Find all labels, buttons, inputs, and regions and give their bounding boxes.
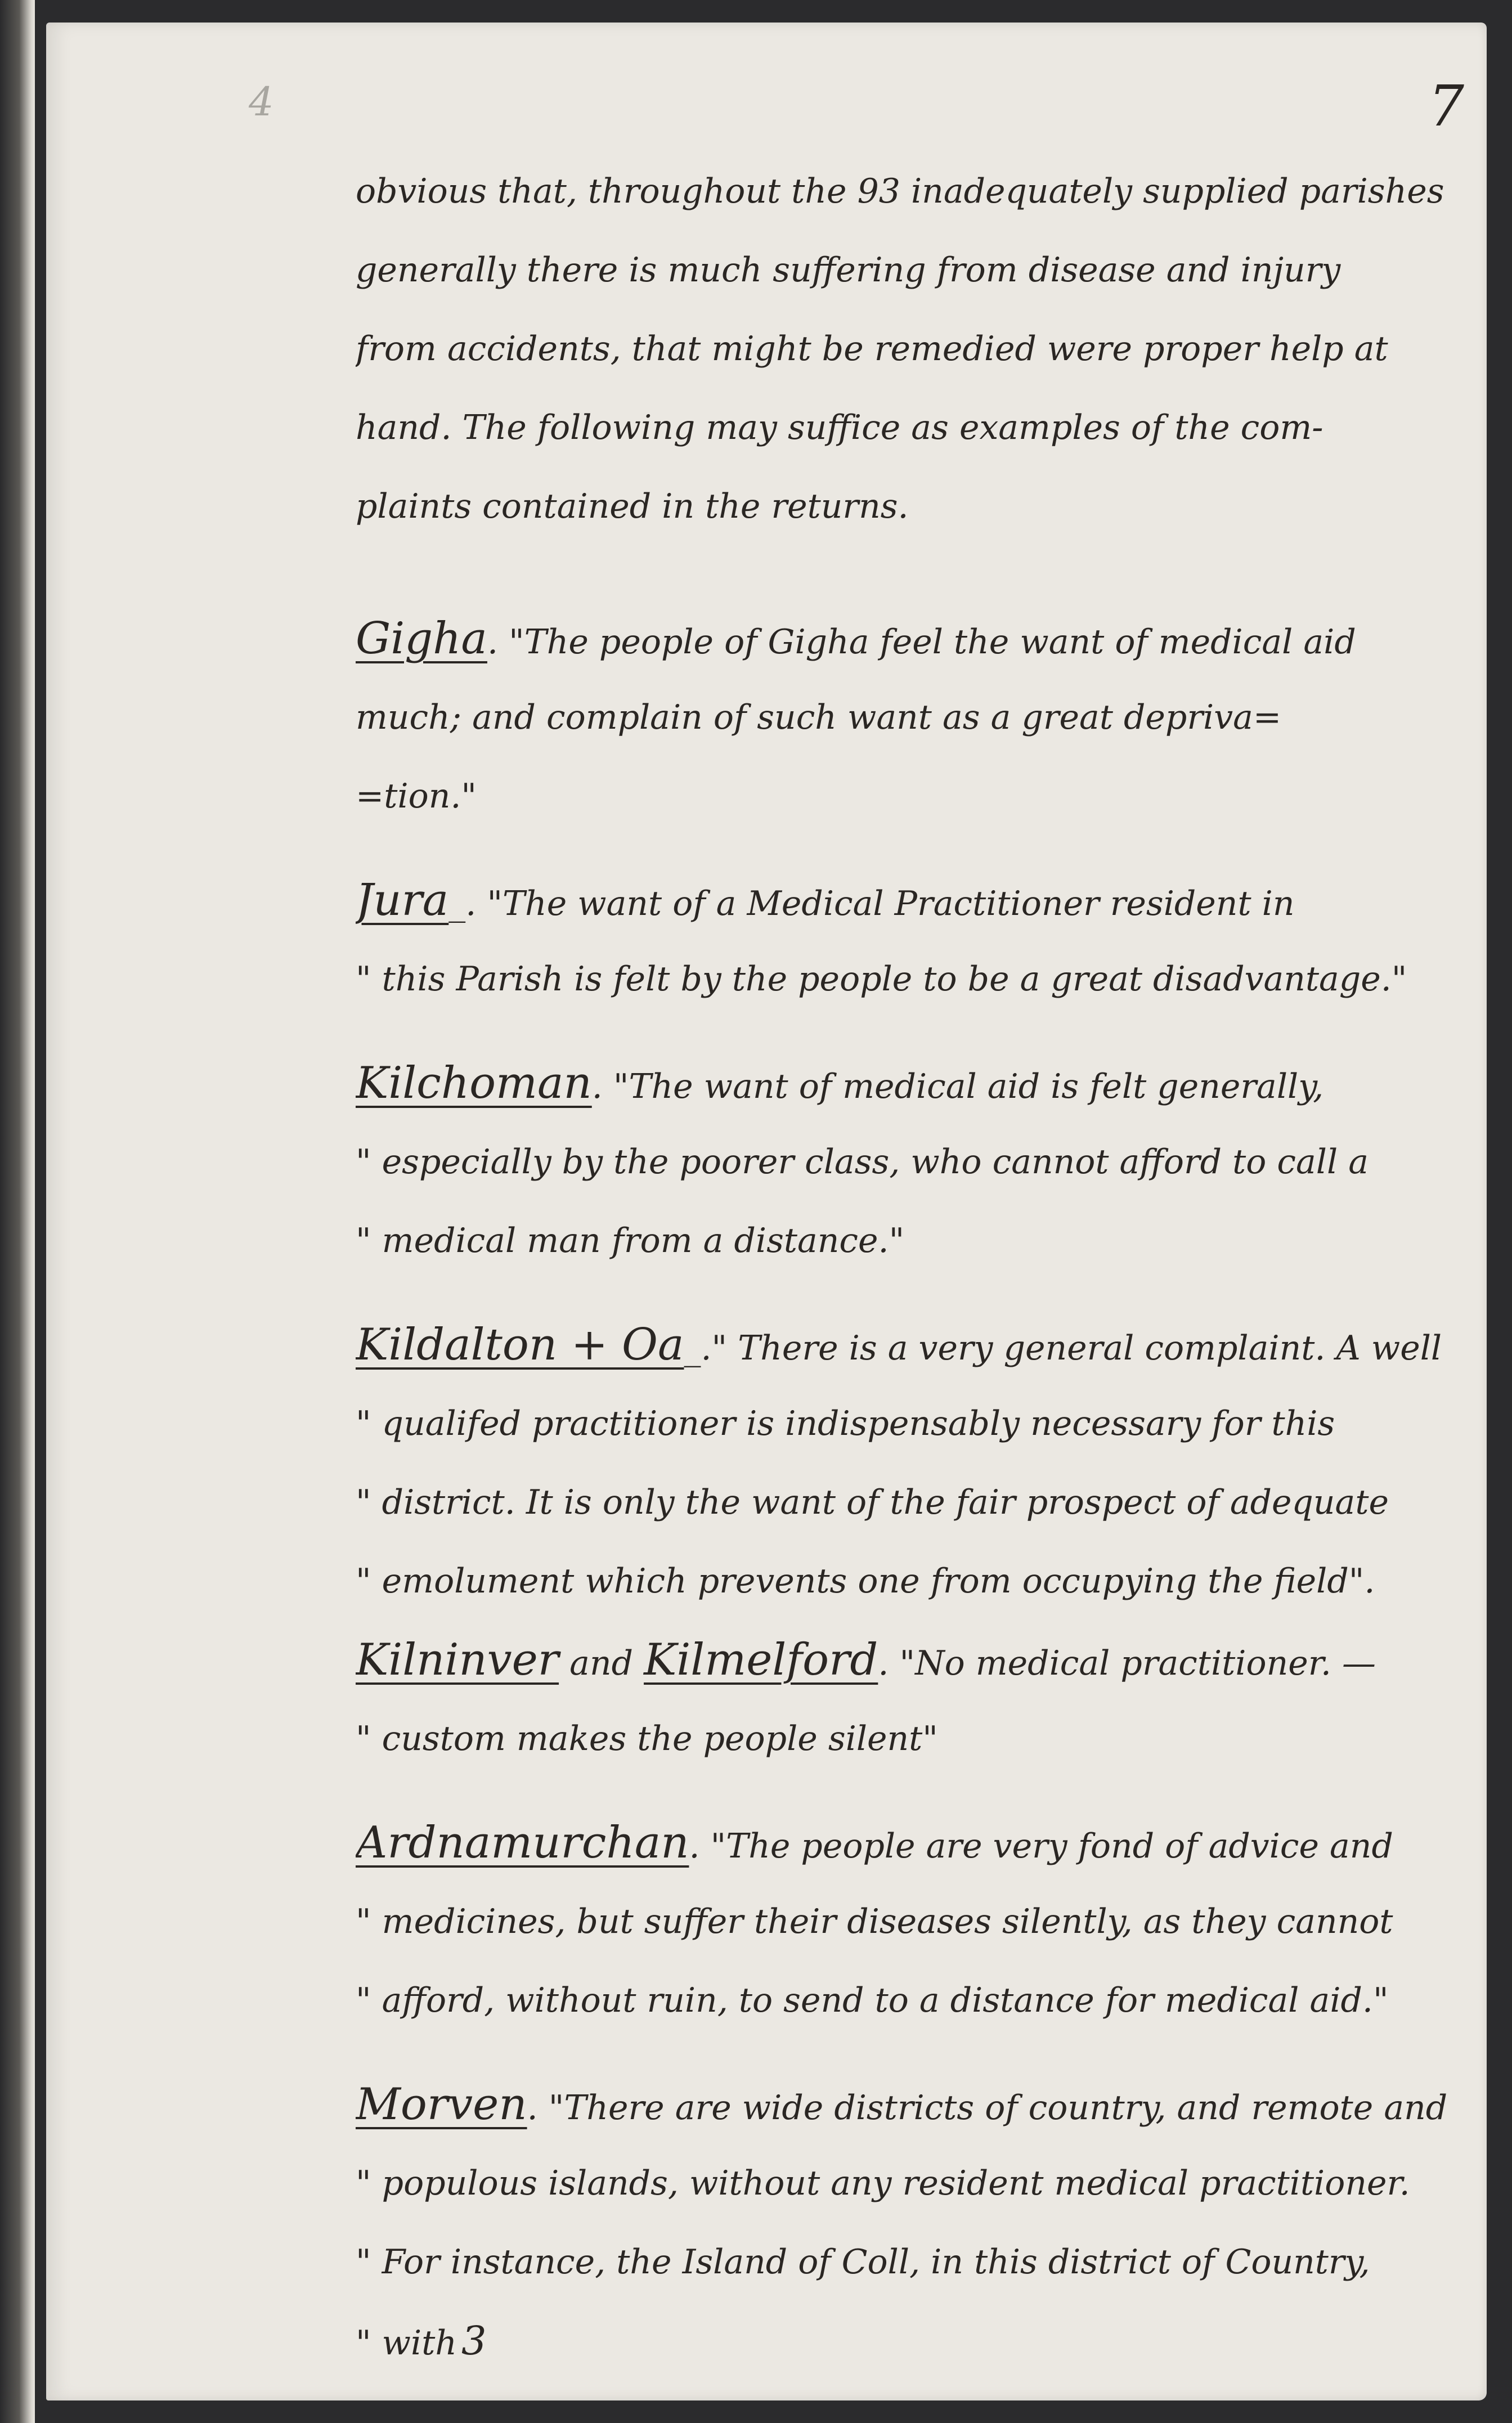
parish-heading: Kildalton + Oa <box>356 1320 684 1370</box>
text-line: " especially by the poorer class, who cannot afford to call a <box>356 1142 1369 1182</box>
quote-text: _. "The want of a Medical Practitioner resident in <box>448 884 1295 923</box>
catchword-mark: 3 <box>461 2318 487 2364</box>
text-line: " this Parish is felt by the people to be a great disadvantage." <box>356 959 1407 999</box>
catchword: " with <box>356 2323 457 2363</box>
intro-paragraph <box>356 152 1464 546</box>
text-line: much; and complain of such want as a great depriva= <box>356 698 1282 737</box>
quote-text: . "There are wide districts of country, and remote and <box>527 2088 1448 2128</box>
parish-heading: Kilchoman <box>356 1058 592 1109</box>
entry-gigha <box>356 599 1464 836</box>
text-line: generally there is much suffering from disease and injury <box>356 250 1341 290</box>
parish-heading: Ardnamurchan <box>356 1818 689 1868</box>
book-spine <box>0 0 35 2423</box>
text-line: from accidents, that might be remedied were proper help at <box>356 329 1388 369</box>
text-line: " For instance, the Island of Coll, in this district of Country, <box>356 2242 1370 2282</box>
entry-kildalton <box>356 1305 1464 1621</box>
pencil-folio-number: 4 <box>249 79 274 125</box>
quote-text: . "The want of medical aid is felt generally, <box>591 1067 1324 1106</box>
parish-heading: Kilninver <box>356 1635 559 1685</box>
text-line: " district. It is only the want of the fair prospect of adequate <box>356 1483 1389 1522</box>
entry-jura <box>356 861 1464 1018</box>
text-line: plaints contained in the returns. <box>356 487 909 526</box>
text-line: " qualifed practitioner is indispensably necessary for this <box>356 1404 1335 1443</box>
entry-kilchoman <box>356 1044 1464 1280</box>
parish-heading: Kilmelford <box>644 1635 878 1685</box>
entry-ardnamurchan <box>356 1803 1464 2040</box>
text-line: =tion." <box>356 777 477 816</box>
parish-heading: Gigha <box>356 613 487 664</box>
quote-text: . "The people of Gigha feel the want of medical aid <box>487 622 1356 662</box>
text-line: obvious that, throughout the 93 inadequately supplied parishes <box>356 172 1444 211</box>
heading-joiner: and <box>559 1644 644 1683</box>
manuscript-page <box>46 23 1487 2400</box>
parish-heading: Jura <box>356 875 449 926</box>
quote-text: _." There is a very general complaint. A well <box>684 1329 1442 1368</box>
quote-text: . "No medical practitioner. — <box>878 1644 1376 1683</box>
text-line: " afford, without ruin, to send to a distance for medical aid." <box>356 1981 1389 2020</box>
text-line: " populous islands, without any resident medical practitioner. <box>356 2164 1410 2203</box>
text-line: " medicines, but suffer their diseases silently, as they cannot <box>356 1902 1393 1941</box>
text-line: " emolument which prevents one from occupying the field". <box>356 1562 1375 1601</box>
entry-kilninver <box>356 1621 1464 1778</box>
entry-morven <box>356 2065 1464 2380</box>
handwritten-text <box>356 152 1464 2380</box>
parish-heading: Morven <box>356 2079 527 2130</box>
quote-text: . "The people are very fond of advice and <box>689 1827 1393 1866</box>
text-line: hand. The following may suffice as examples of the com- <box>356 408 1323 447</box>
text-line: " custom makes the people silent" <box>356 1719 938 1758</box>
text-line: " medical man from a distance." <box>356 1221 905 1260</box>
page-number: 7 <box>1428 73 1464 139</box>
